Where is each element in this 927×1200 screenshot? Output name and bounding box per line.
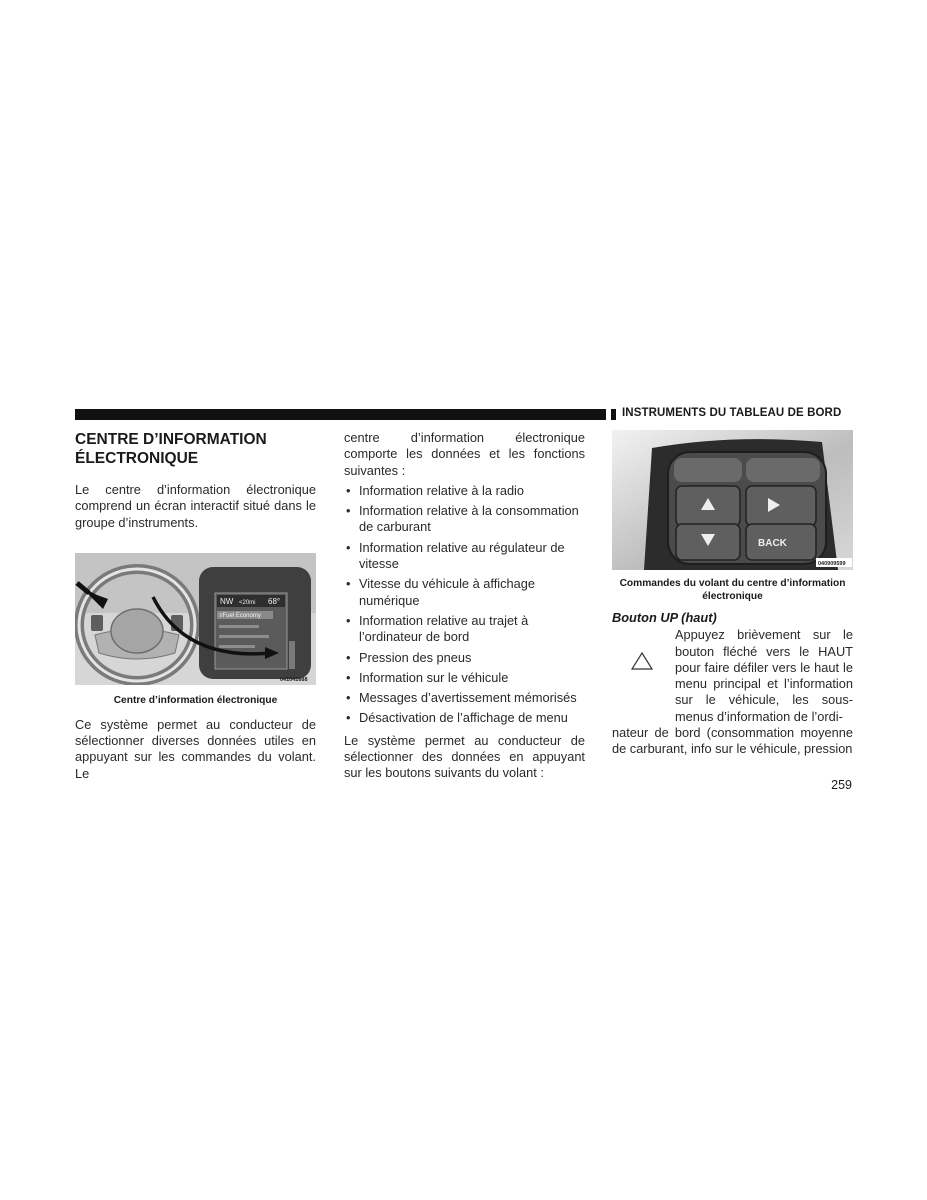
header-rule-left: [75, 409, 606, 420]
list-item: • Désactivation de l’affichage de menu: [344, 710, 585, 726]
figure-code: 040909599: [818, 561, 846, 567]
steering-wheel-drawing: [75, 553, 316, 685]
screen-menu-item: ≡Fuel Economy: [219, 612, 261, 619]
column-3: [612, 430, 853, 758]
indented-paragraph: Appuyez brièvement sur le bouton fléché vers le HAUT pour faire défiler vers le haut le menu principal et l’information sur le véhicule, les sous-menus d’information de l’ordi-: [675, 627, 853, 724]
header-rule-right: [611, 409, 616, 420]
list-item: • Pression des pneus: [344, 650, 585, 666]
steering-controls-drawing: [612, 430, 853, 570]
list-item: • Information relative au régulateur de vitesse: [344, 540, 585, 573]
up-button-description: [612, 627, 853, 757]
screen-heading-mid: <20mi: [239, 599, 256, 606]
buttons-paragraph: Le système permet au conducteur de sélectionner des données en appuyant sur les boutons suivants du volant :: [344, 732, 585, 781]
steering-wheel-illustration: [75, 553, 316, 685]
section-title: CENTRE D’INFORMATION ÉLECTRONIQUE: [75, 431, 267, 467]
figure-code: 041041688: [280, 676, 308, 683]
steering-controls-illustration: [612, 430, 853, 570]
figure-caption: Commandes du volant du centre d’information électronique: [619, 578, 846, 602]
figure-steering-wheel-display: [75, 553, 316, 685]
column-1: [75, 430, 316, 782]
list-item: • Vitesse du véhicule à affichage numérique: [344, 576, 585, 609]
warning-triangle-icon: [630, 651, 654, 671]
list-item: • Information relative à la radio: [344, 483, 585, 499]
continued-paragraph: nateur de bord (consommation moyenne de carburant, info sur le véhicule, pression: [612, 725, 853, 757]
back-button-label: BACK: [758, 538, 787, 549]
list-item: • Information sur le véhicule: [344, 670, 585, 686]
screen-heading-left: NW: [220, 596, 234, 606]
list-item: • Messages d’avertissement mémorisés: [344, 690, 585, 706]
intro-paragraph: centre d’information électronique comporte les données et les fonctions suivantes :: [344, 430, 585, 478]
feature-list: [344, 483, 585, 727]
section-header: INSTRUMENTS DU TABLEAU DE BORD: [622, 407, 842, 419]
subsection-heading: Bouton UP (haut): [612, 610, 717, 625]
closing-paragraph: Ce système permet au conducteur de sélectionner diverses données utiles en appuyant sur les commandes du volant. Le: [75, 716, 316, 781]
screen-heading-right: 68°: [268, 596, 281, 606]
column-2: [344, 430, 585, 782]
figure-caption: Centre d’information électronique: [113, 694, 278, 706]
page-number: 259: [831, 778, 852, 792]
list-item: • Information relative au trajet à l’ordinateur de bord: [344, 613, 585, 646]
intro-paragraph: Le centre d’information électronique comprend un écran interactif situé dans le groupe d’instruments.: [75, 482, 316, 530]
list-item: • Information relative à la consommation de carburant: [344, 503, 585, 536]
